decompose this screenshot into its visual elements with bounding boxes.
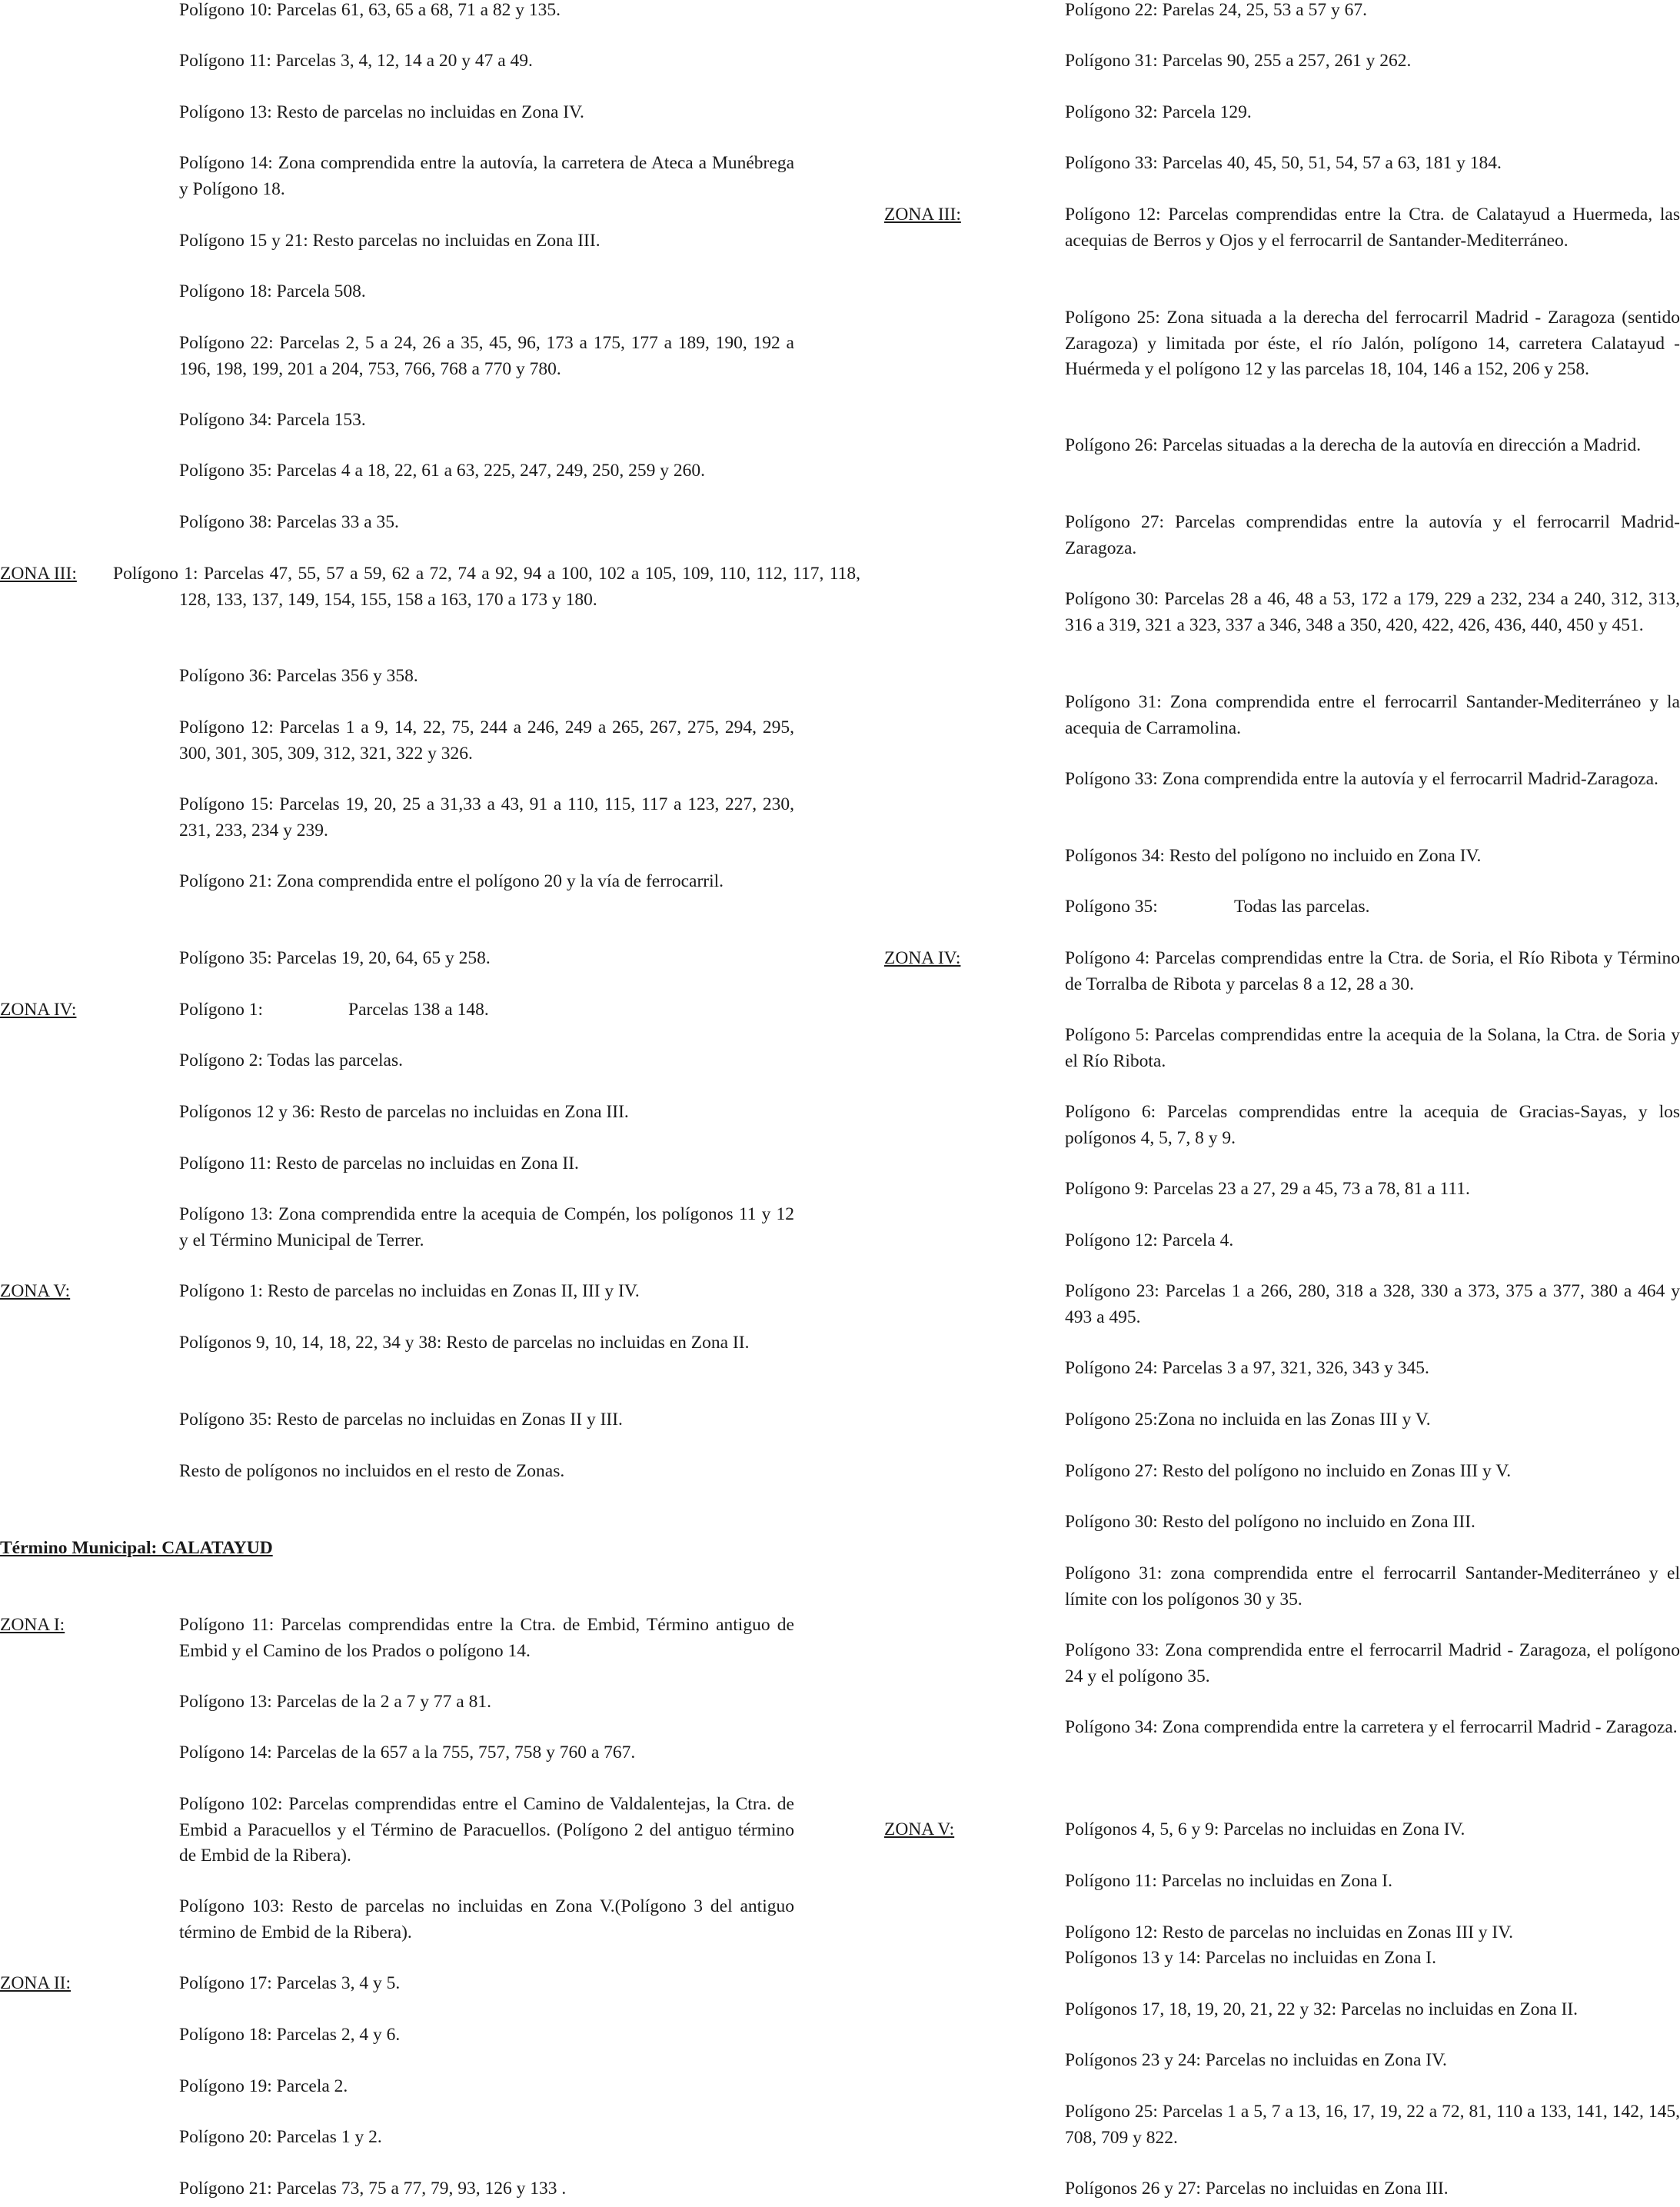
paragraph: Polígono 22: Parcelas 2, 5 a 24, 26 a 35, 45, 96, 173 a 175, 177 a 189, 190, 192 a 196, 198, 199, 201 a 204, 753, 766, 768 a 770 y 780. [179,333,794,379]
paragraph: Polígono 27: Resto del polígono no incluido en Zonas III y V. [1065,1461,1512,1481]
zona-iii-label: ZONA III: [0,564,77,584]
zona-v-label: ZONA V: [0,1281,71,1301]
paragraph: Polígono 12: Resto de parcelas no incluidas en Zonas III y IV. [1065,1922,1514,1942]
paragraph: Polígono 1: Parcelas 47, 55, 57 a 59, 62 a 72, 74 a 92, 94 a 100, 102 a 105, 109, 110, 112, 117, 118, 128, 133, 137, 149, 154, 155, 158 a 163, 170 a 173 y 180. [113,564,860,610]
paragraph: Polígono 32: Parcela 129. [1065,102,1252,122]
paragraph: Polígono 18: Parcelas 2, 4 y 6. [179,2025,401,2045]
paragraph: Polígono 5: Parcelas comprendidas entre la acequia de la Solana, la Ctra. de Soria y el Río Ribota. [1065,1025,1680,1071]
paragraph: Polígonos 4, 5, 6 y 9: Parcelas no incluidas en Zona IV. [1065,1819,1465,1839]
polygon-label: Polígono 1: [179,1000,264,1020]
paragraph: Polígono 12: Parcelas comprendidas entre la Ctra. de Calatayud a Huermeda, las acequias de Berros y Ojos y el ferrocarril de Santander-Mediterráneo. [1065,205,1680,251]
paragraph: Polígono 11: Parcelas comprendidas entre la Ctra. de Embid, Término antiguo de Embid y el Camino de los Prados o polígono 14. [179,1615,794,1661]
paragraph: Polígonos 13 y 14: Parcelas no incluidas en Zona I. [1065,1948,1436,1968]
paragraph: Polígonos 23 y 24: Parcelas no incluidas en Zona IV. [1065,2050,1447,2070]
polygon-label: Polígono 35: [1065,897,1158,917]
paragraph: Polígono 33: Parcelas 40, 45, 50, 51, 54, 57 a 63, 181 y 184. [1065,153,1502,173]
paragraph: Polígono 14: Zona comprendida entre la autovía, la carretera de Ateca a Munébrega y Polígono 18. [179,153,794,199]
paragraph: Polígonos 26 y 27: Parcelas no incluidas en Zona III. [1065,2179,1449,2199]
paragraph: Polígono 13: Zona comprendida entre la acequia de Compén, los polígonos 11 y 12 y el Término Municipal de Terrer. [179,1204,794,1250]
paragraph: Polígono 21: Parcelas 73, 75 a 77, 79, 93, 126 y 133 . [179,2179,567,2199]
paragraph: Polígono 35: Parcelas 19, 20, 64, 65 y 258. [179,948,491,968]
paragraph [179,997,794,1024]
paragraph: Polígono 12: Parcelas 1 a 9, 14, 22, 75, 244 a 246, 249 a 265, 267, 275, 294, 295, 300, 301, 305, 309, 312, 321, 322 y 326. [179,717,794,764]
paragraph: Polígono 1: Resto de parcelas no incluidas en Zonas II, III y IV. [179,1281,640,1301]
paragraph: Polígono 18: Parcela 508. [179,281,366,301]
paragraph: Polígonos 12 y 36: Resto de parcelas no incluidas en Zona III. [179,1102,629,1122]
paragraph: Polígono 23: Parcelas 1 a 266, 280, 318 a 328, 330 a 373, 375 a 377, 380 a 464 y 493 a 495. [1065,1281,1680,1327]
paragraph: Polígono 9: Parcelas 23 a 27, 29 a 45, 73 a 78, 81 a 111. [1065,1179,1470,1199]
paragraph: Polígono 26: Parcelas situadas a la derecha de la autovía en dirección a Madrid. [1065,435,1642,455]
section-title: Término Municipal: CALATAYUD [0,1538,273,1558]
paragraph: Polígono 20: Parcelas 1 y 2. [179,2127,382,2147]
zona-iii-label: ZONA III: [884,205,961,225]
zona-ii-label: ZONA II: [0,1973,72,1993]
zona-i-label: ZONA I: [0,1615,65,1635]
paragraph: Polígonos 34: Resto del polígono no incluido en Zona IV. [1065,846,1482,866]
paragraph: Polígono 27: Parcelas comprendidas entre la autovía y el ferrocarril Madrid- Zaragoza. [1065,512,1680,558]
paragraph: Polígono 10: Parcelas 61, 63, 65 a 68, 71 a 82 y 135. [179,0,561,20]
paragraph: Polígonos 9, 10, 14, 18, 22, 34 y 38: Resto de parcelas no incluidas en Zona II. [179,1333,750,1353]
paragraph: Polígono 35: Parcelas 4 a 18, 22, 61 a 63, 225, 247, 249, 250, 259 y 260. [179,461,706,481]
paragraph: Polígono 22: Parelas 24, 25, 53 a 57 y 67. [1065,0,1367,20]
paragraph: Polígono 6: Parcelas comprendidas entre la acequia de Gracias-Sayas, y los polígonos 4, 5, 7, 8 y 9. [1065,1102,1680,1148]
paragraph: Polígono 34: Parcela 153. [179,410,366,430]
paragraph: Polígono 2: Todas las parcelas. [179,1050,403,1070]
paragraph: Polígono 25: Parcelas 1 a 5, 7 a 13, 16, 17, 19, 22 a 72, 81, 110 a 133, 141, 142, 145, 708, 709 y 822. [1065,2102,1680,2148]
paragraph: Polígono 19: Parcela 2. [179,2076,348,2096]
paragraph: Polígono 12: Parcela 4. [1065,1230,1234,1250]
paragraph: Polígono 24: Parcelas 3 a 97, 321, 326, 343 y 345. [1065,1358,1429,1378]
paragraph: Polígono 14: Parcelas de la 657 a la 755, 757, 758 y 760 a 767. [179,1743,636,1763]
paragraph: Polígono 36: Parcelas 356 y 358. [179,666,418,686]
paragraph: Polígono 25:Zona no incluida en las Zonas III y V. [1065,1410,1431,1430]
paragraph: Polígono 11: Parcelas 3, 4, 12, 14 a 20 y 47 a 49. [179,51,533,71]
parcel-text: Todas las parcelas. [1234,897,1370,917]
paragraph: Polígono 33: Zona comprendida entre la autovía y el ferrocarril Madrid-Zaragoza. [1065,769,1658,789]
paragraph: Polígono 31: Parcelas 90, 255 a 257, 261 y 262. [1065,51,1412,71]
paragraph: Polígono 11: Parcelas no incluidas en Zona I. [1065,1871,1392,1891]
paragraph: Polígono 4: Parcelas comprendidas entre la Ctra. de Soria, el Río Ribota y Término de Torralba de Ribota y parcelas 8 a 12, 28 a 30. [1065,948,1680,994]
paragraph: Polígono 11: Resto de parcelas no incluidas en Zona II. [179,1153,579,1173]
paragraph: Polígono 103: Resto de parcelas no incluidas en Zona V.(Polígono 3 del antiguo término de Embid de la Ribera). [179,1896,794,1942]
paragraph: Polígono 30: Parcelas 28 a 46, 48 a 53, 172 a 179, 229 a 232, 234 a 240, 312, 313, 316 a 319, 321 a 323, 337 a 346, 348 a 350, 420, 422, 426, 436, 440, 450 y 451. [1065,589,1680,635]
paragraph: Polígono 33: Zona comprendida entre el ferrocarril Madrid - Zaragoza, el polígono 24 y el polígono 35. [1065,1640,1680,1686]
zona-iv-label: ZONA IV: [884,948,961,968]
paragraph: Polígono 30: Resto del polígono no incluido en Zona III. [1065,1512,1475,1532]
paragraph: Polígono 15 y 21: Resto parcelas no incluidas en Zona III. [179,231,600,251]
paragraph: Polígonos 17, 18, 19, 20, 21, 22 y 32: Parcelas no incluidas en Zona II. [1065,1999,1579,2019]
paragraph: Polígono 25: Zona situada a la derecha del ferrocarril Madrid - Zaragoza (sentido Zaragoza) y limitada por éste, el río Jalón, polígono 14, carretera Calatayud - Huérmeda y el polígono 12 y las parcelas 18, 104, 146 a 152, 206 y 258. [1065,308,1680,379]
paragraph: Polígono 13: Resto de parcelas no incluidas en Zona IV. [179,102,584,122]
paragraph: Polígono 35: Resto de parcelas no incluidas en Zonas II y III. [179,1410,623,1430]
paragraph: Resto de polígonos no incluidos en el resto de Zonas. [179,1461,565,1481]
paragraph: Polígono 38: Parcelas 33 a 35. [179,512,399,532]
paragraph: Polígono 34: Zona comprendida entre la carretera y el ferrocarril Madrid - Zaragoza. [1065,1717,1678,1737]
parcel-text: Parcelas 138 a 148. [348,1000,489,1020]
paragraph: Polígono 102: Parcelas comprendidas entre el Camino de Valdalentejas, la Ctra. de Embid a Paracuellos y el Término de Paracuellos. (Polígono 2 del antiguo término de Embid de la Ribera). [179,1794,794,1866]
paragraph: Polígono 17: Parcelas 3, 4 y 5. [179,1973,401,1993]
paragraph: Polígono 31: Zona comprendida entre el ferrocarril Santander-Mediterráneo y la acequia de Carramolina. [1065,692,1680,738]
zona-v-label: ZONA V: [884,1819,955,1839]
zona-iv-label: ZONA IV: [0,1000,77,1020]
paragraph: Polígono 13: Parcelas de la 2 a 7 y 77 a 81. [179,1692,491,1712]
paragraph: Polígono 31: zona comprendida entre el ferrocarril Santander-Mediterráneo y el límite con los polígonos 30 y 35. [1065,1563,1680,1609]
paragraph [1065,894,1680,920]
paragraph: Polígono 21: Zona comprendida entre el polígono 20 y la vía de ferrocarril. [179,871,724,891]
paragraph: Polígono 15: Parcelas 19, 20, 25 a 31,33 a 43, 91 a 110, 115, 117 a 123, 227, 230, 231, 233, 234 y 239. [179,794,794,841]
